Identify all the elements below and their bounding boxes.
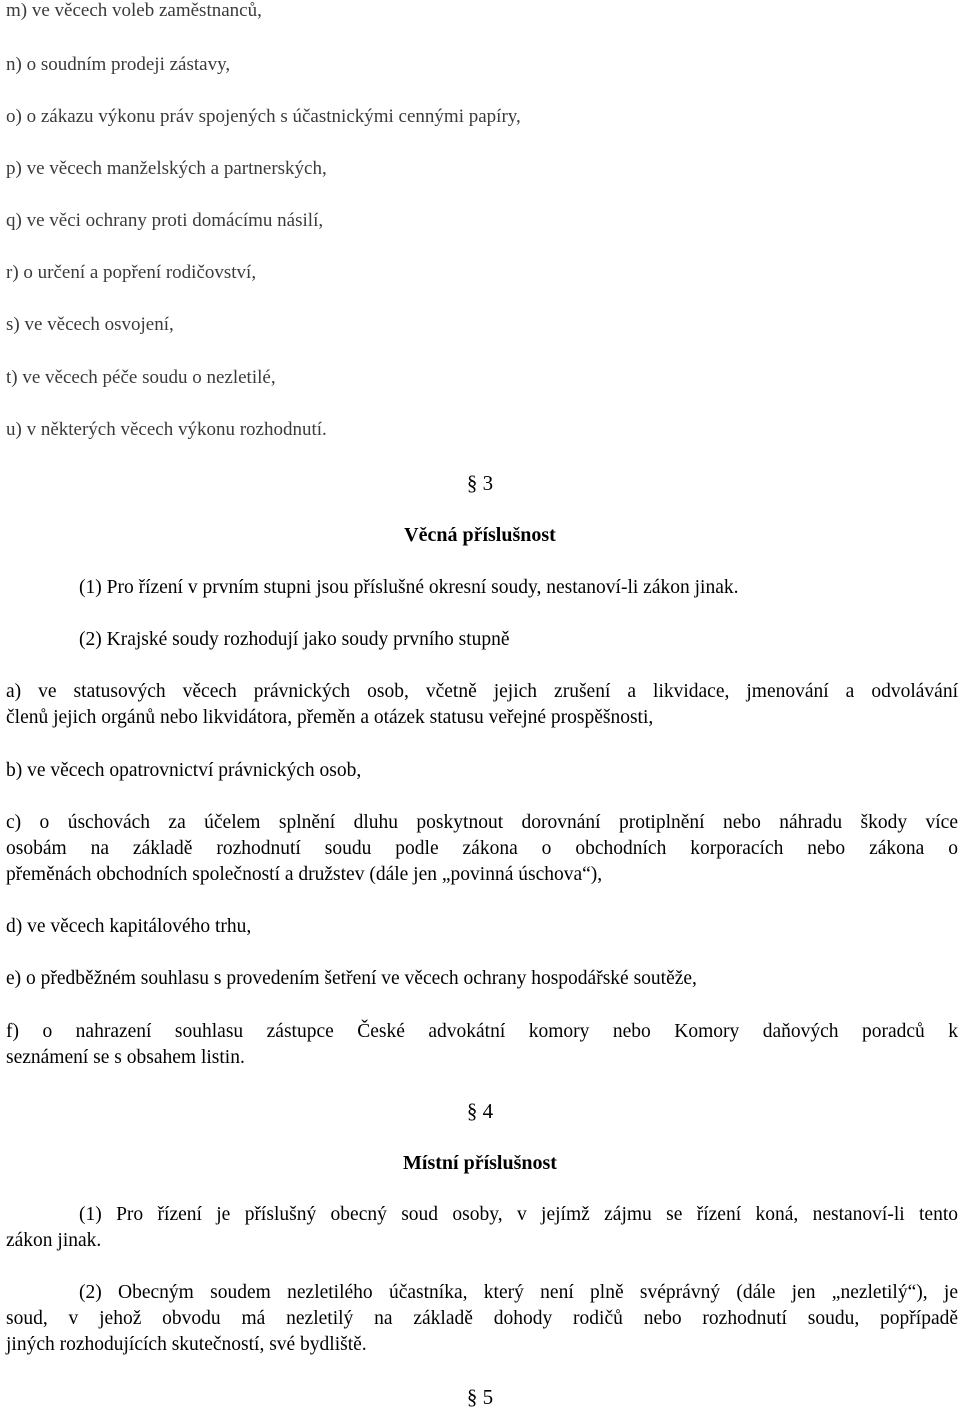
section-3-item-f-line-1: f) o nahrazení souhlasu zástupce České advokátní komory nebo Komory daňových poradců k — [6, 1021, 958, 1042]
list-item-m: m) ve věcech voleb zaměstnanců, — [6, 0, 262, 21]
section-3-item-f-line-2: seznámení se s obsahem listin. — [6, 1047, 245, 1068]
section-4-mark: § 4 — [466, 1099, 494, 1123]
list-item-t: t) ve věcech péče soudu o nezletilé, — [6, 367, 276, 388]
section-4-para-2-line-2: soud, v jehož obvodu má nezletilý na základě dohody rodičů nebo rozhodnutí soudu, popřípadě — [6, 1308, 958, 1329]
section-3-title: Věcná příslušnost — [404, 524, 556, 546]
section-3-item-b: b) ve věcech opatrovnictví právnických osob, — [6, 760, 362, 781]
section-3-item-c-line-1: c) o úschovách za účelem splnění dluhu poskytnout dorovnání protiplnění nebo náhradu škody více — [6, 812, 958, 833]
list-item-r: r) o určení a popření rodičovství, — [6, 262, 257, 283]
section-3-item-e: e) o předběžném souhlasu s provedením šetření ve věcech ochrany hospodářské soutěže, — [6, 968, 697, 989]
section-4-para-2-line-3: jiných rozhodujících skutečností, své bydliště. — [6, 1334, 367, 1355]
section-3-item-c-line-2: osobám na základě rozhodnutí soudu podle zákona o obchodních korporacích nebo zákona o — [6, 838, 958, 859]
section-4-para-2-line-1: (2) Obecným soudem nezletilého účastníka, který není plně svéprávný (dále jen „nezletilý“), je — [79, 1282, 958, 1303]
section-3-mark: § 3 — [466, 471, 494, 495]
list-item-u: u) v některých věcech výkonu rozhodnutí. — [6, 419, 327, 440]
section-3-item-a-line-1: a) ve statusových věcech právnických osob, včetně jejich zrušení a likvidace, jmenování a odvolávání — [6, 681, 958, 702]
section-3-para-2: (2) Krajské soudy rozhodují jako soudy prvního stupně — [79, 629, 510, 650]
section-3-item-c-line-3: přeměnách obchodních společností a družstev (dále jen „povinná úschova“), — [6, 864, 603, 885]
section-3-item-d: d) ve věcech kapitálového trhu, — [6, 916, 252, 937]
section-4-para-1-line-2: zákon jinak. — [6, 1230, 102, 1251]
list-item-q: q) ve věci ochrany proti domácímu násilí, — [6, 210, 324, 231]
list-item-s: s) ve věcech osvojení, — [6, 314, 174, 335]
section-5-mark: § 5 — [466, 1385, 494, 1409]
list-item-p: p) ve věcech manželských a partnerských, — [6, 158, 327, 179]
list-item-o: o) o zákazu výkonu práv spojených s účastnickými cennými papíry, — [6, 106, 521, 127]
section-4-title: Místní příslušnost — [403, 1152, 557, 1174]
section-4-para-1-line-1: (1) Pro řízení je příslušný obecný soud osoby, v jejímž zájmu se řízení koná, nestanoví-li tento — [79, 1204, 958, 1225]
section-3-item-a-line-2: členů jejich orgánů nebo likvidátora, přeměn a otázek statusu veřejné prospěšnosti, — [6, 707, 654, 728]
section-3-para-1: (1) Pro řízení v prvním stupni jsou příslušné okresní soudy, nestanoví-li zákon jinak. — [79, 577, 739, 598]
list-item-n: n) o soudním prodeji zástavy, — [6, 54, 231, 75]
